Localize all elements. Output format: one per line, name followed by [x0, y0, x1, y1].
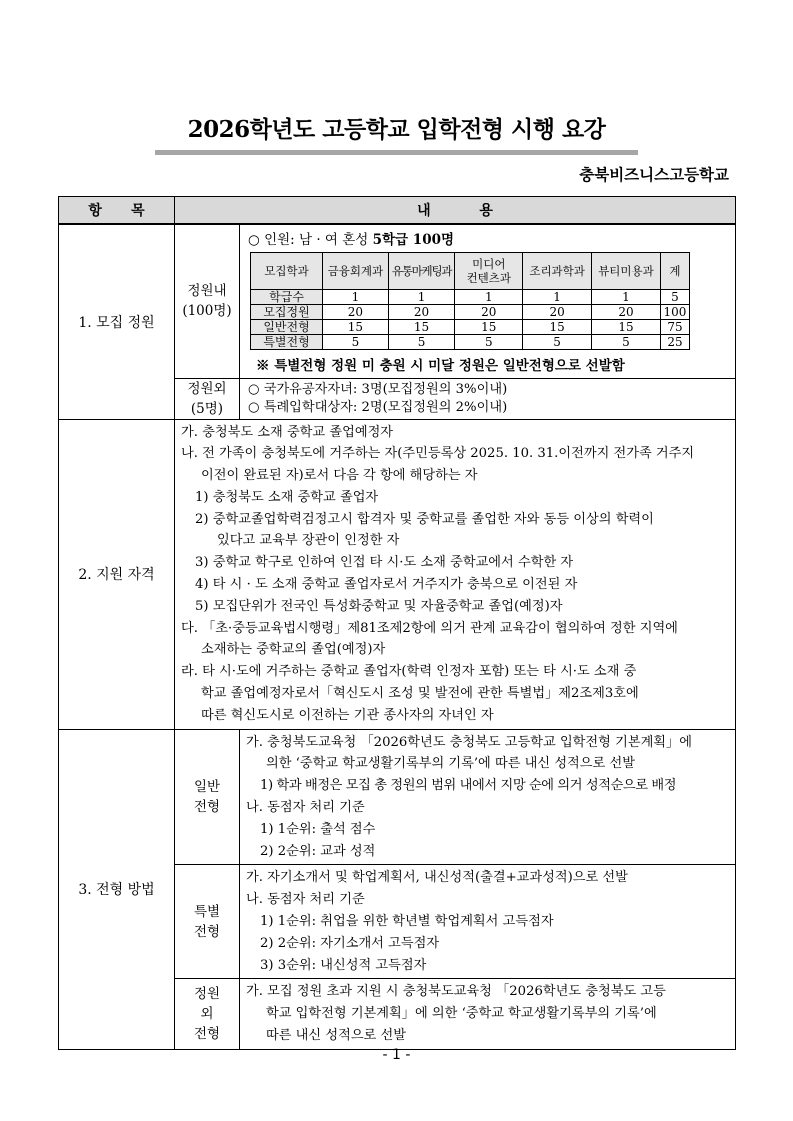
method-line: 2) 2순위: 자기소개서 고득점자 [260, 935, 440, 951]
qualification-line: 2) 중학교졸업학력검정고시 합격자 및 중학교를 졸업한 자와 동등 이상의 학력이 [195, 511, 654, 527]
method-line: 나. 동점자 처리 기준 [246, 800, 365, 816]
general-label: 일반 전형 [175, 729, 240, 865]
quota-header-cell: 조리과학과 [523, 253, 592, 290]
section2-label: 2. 지원 자격 [59, 419, 175, 729]
quota-row [251, 320, 690, 335]
quota-cell: 5 [323, 335, 389, 350]
qualification-line: 가. 충청북도 소재 중학교 졸업예정자 [181, 424, 394, 440]
qualification-line: 다. 「초·중등교육법시행령」제81조제2항에 의거 관계 교육감이 협의하여 정한 지역에 [181, 620, 678, 636]
special-label: 특별 전형 [175, 865, 240, 979]
quota-cell: 1 [388, 290, 455, 305]
quota-row-label: 모집정원 [251, 305, 323, 320]
page-title: 2026학년도 고등학교 입학전형 시행 요강 [187, 116, 606, 143]
method-line: 1) 1순위: 취업을 위한 학년별 학업계획서 고득점자 [260, 914, 554, 930]
section2-row [59, 419, 736, 729]
outer-item: ○ 특례입학대상자: 2명(모집정원의 2%이내) [248, 399, 508, 415]
section1-inner-label: 정원내 (100명) [175, 224, 240, 378]
qualification-line: 5) 모집단위가 전국인 특성화중학교 및 자율중학교 졸업(예정)자 [195, 598, 563, 614]
quota-header-cell: 유통마케팅과 [388, 253, 455, 290]
general-content [240, 729, 736, 865]
qualification-line: 4) 타 시 · 도 소재 중학교 졸업자로서 거주지가 충북으로 이전된 자 [195, 577, 578, 593]
quota-row [251, 335, 690, 350]
quota-cell: 5 [592, 335, 661, 350]
method-line: 3) 3순위: 내신성적 고득점자 [260, 957, 427, 973]
header-content: 내 용 [175, 197, 736, 225]
section2-content [175, 419, 736, 729]
qualification-line: 소재하는 중학교의 졸업(예정)자 [201, 642, 386, 658]
method-line: 의한 ‘중학교 학교생활기록부의 기록’에 따른 내신 성적으로 선발 [266, 756, 635, 772]
quota-row-label: 일반전형 [251, 320, 323, 335]
section1-outer-content [240, 378, 736, 419]
quota-cell: 15 [455, 320, 523, 335]
outer-method-label: 정원 외 전형 [175, 979, 240, 1049]
section1-inner-row [59, 224, 736, 378]
people-line: ○ 인원: 남 · 여 혼성 5학급 100명 [248, 232, 455, 248]
method-line: 가. 모집 정원 초과 지원 시 충청북도교육청 「2026학년도 충청북도 고등 [246, 984, 666, 1000]
qualification-line: 1) 충청북도 소재 중학교 졸업자 [195, 489, 379, 505]
quota-cell: 1 [323, 290, 389, 305]
outer-method-content [240, 979, 736, 1049]
quota-cell: 1 [523, 290, 592, 305]
quota-cell: 5 [660, 290, 689, 305]
quota-header-cell: 모집학과 [251, 253, 323, 290]
quota-note: ※ 특별전형 정원 미 충원 시 미달 정원은 일반전형으로 선발함 [256, 358, 625, 374]
method-line: 따른 내신 성적으로 선발 [266, 1028, 406, 1044]
section1-inner-content [240, 224, 736, 378]
qualification-line: 나. 전 가족이 충청북도에 거주하는 자(주민등록상 2025. 10. 31.이전까지 전가족 거주지 [181, 446, 695, 462]
quota-cell: 15 [523, 320, 592, 335]
section3-label: 3. 전형 방법 [59, 729, 175, 1049]
quota-cell: 1 [455, 290, 523, 305]
quota-cell: 5 [388, 335, 455, 350]
quota-cell: 15 [592, 320, 661, 335]
method-line: 1) 학과 배정은 모집 총 정원의 범위 내에서 지망 순에 의거 성적순으로 배정 [260, 778, 677, 794]
quota-cell: 20 [455, 305, 523, 320]
quota-cell: 25 [660, 335, 689, 350]
quota-row-label: 학급수 [251, 290, 323, 305]
quota-cell: 1 [592, 290, 661, 305]
quota-header-cell: 계 [660, 253, 689, 290]
quota-cell: 75 [660, 320, 689, 335]
quota-cell: 20 [323, 305, 389, 320]
quota-table-body [251, 290, 690, 350]
header-item: 항 목 [59, 197, 175, 225]
quota-cell: 15 [323, 320, 389, 335]
quota-table-header [251, 253, 690, 290]
quota-table [250, 252, 690, 350]
admission-table [58, 196, 736, 1050]
qualification-line: 있다고 교육부 장관이 인정한 자 [217, 533, 400, 549]
method-line: 나. 동점자 처리 기준 [246, 892, 365, 908]
quota-header-cell: 금융회계과 [323, 253, 389, 290]
qualification-line: 따른 혁신도시로 이전하는 기관 종사자의 자녀인 자 [201, 707, 494, 723]
quota-header-cell: 미디어 컨텐츠과 [455, 253, 523, 290]
section1-label: 1. 모집 정원 [59, 224, 175, 419]
quota-row [251, 305, 690, 320]
method-line: 가. 자기소개서 및 학업계획서, 내신성적(출결+교과성적)으로 선발 [246, 870, 628, 886]
section3-general-row [59, 729, 736, 865]
quota-cell: 15 [388, 320, 455, 335]
method-line: 가. 충청북도교육청 「2026학년도 충청북도 고등학교 입학전형 기본계획」에 [246, 734, 692, 750]
quota-cell: 20 [592, 305, 661, 320]
quota-cell: 100 [660, 305, 689, 320]
qualification-line: 라. 타 시·도에 거주하는 중학교 졸업자(학력 인정자 포함) 또는 타 시·도 소재 중 [181, 664, 637, 680]
page-number: - 1 - [382, 1047, 411, 1063]
school-name: 충북비즈니스고등학교 [579, 166, 729, 184]
special-content [240, 865, 736, 979]
quota-cell: 20 [523, 305, 592, 320]
quota-header-cell: 뷰티미용과 [592, 253, 661, 290]
section1-outer-label: 정원외 (5명) [175, 378, 240, 419]
quota-cell: 20 [388, 305, 455, 320]
quota-cell: 5 [523, 335, 592, 350]
title-underline [155, 150, 638, 155]
method-line: 1) 1순위: 출석 점수 [260, 821, 376, 837]
quota-row [251, 290, 690, 305]
qualification-line: 학교 졸업예정자로서「혁신도시 조성 및 발전에 관한 특별법」제2조제3호에 [201, 686, 639, 702]
method-line: 2) 2순위: 교과 성적 [260, 843, 376, 859]
quota-row-label: 특별전형 [251, 335, 323, 350]
qualification-line: 이전이 완료된 자)로서 다음 각 항에 해당하는 자 [201, 468, 478, 484]
outer-item: ○ 국가유공자자녀: 3명(모집정원의 3%이내) [248, 381, 508, 397]
qualification-line: 3) 중학교 학구로 인하여 인접 타 시·도 소재 중학교에서 수학한 자 [195, 555, 574, 571]
method-line: 학교 입학전형 기본계획」에 의한 ‘중학교 학교생활기록부의 기록’에 [266, 1006, 657, 1022]
table-header-row [59, 197, 736, 225]
quota-cell: 5 [455, 335, 523, 350]
